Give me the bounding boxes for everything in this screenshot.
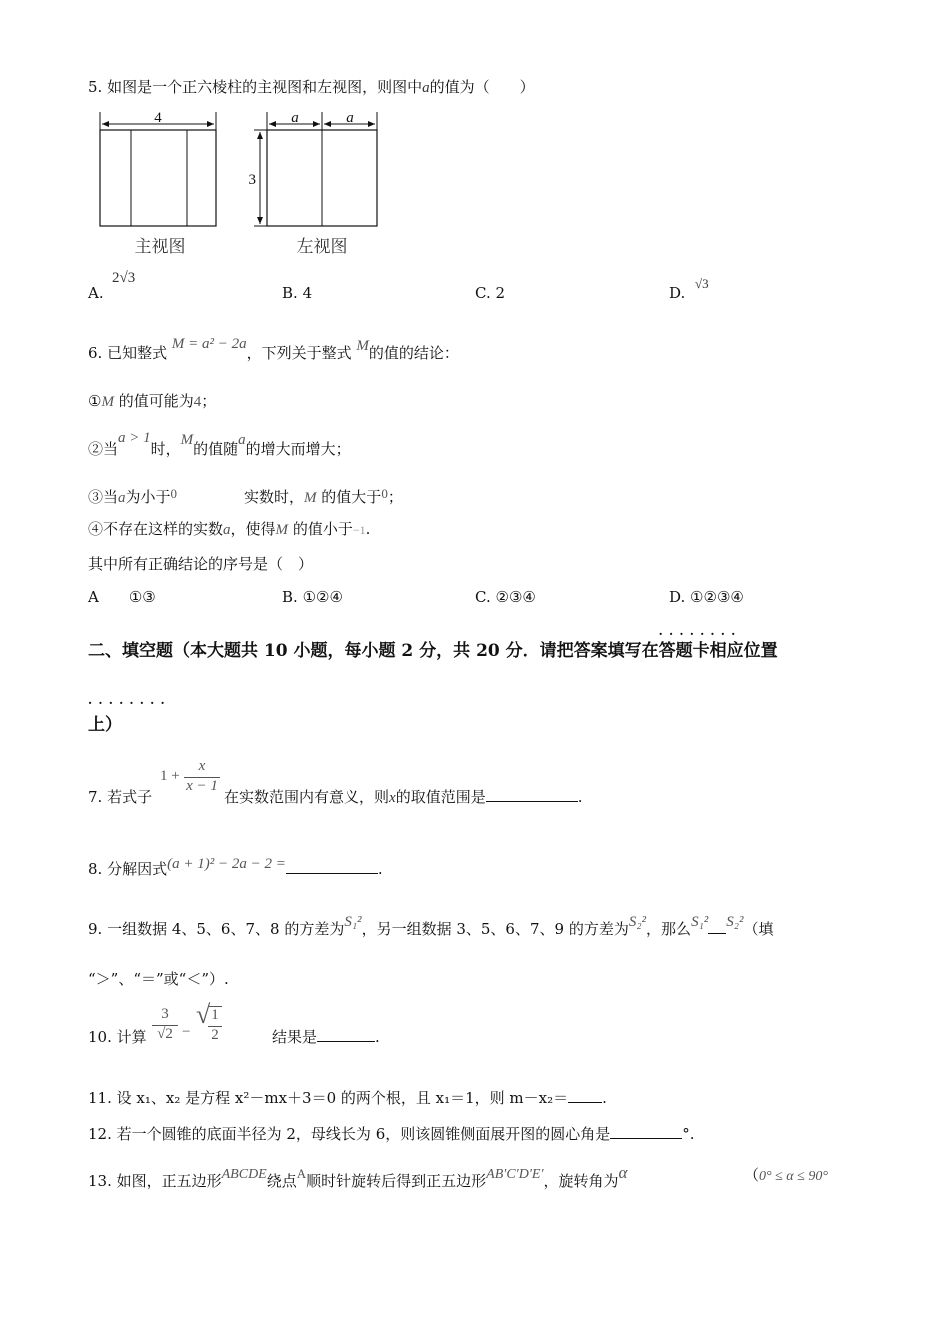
q13-text-3: 顺时针旋转后得到正五边形 xyxy=(306,1172,487,1190)
q6-stem-1: 6. 已知整式 xyxy=(88,344,168,362)
s3-text: 为小于 xyxy=(125,488,171,506)
s4-text: ④不存在这样的实数 xyxy=(88,520,224,538)
q13 xyxy=(88,1163,628,1191)
s2-text-3: 的增大而增大； xyxy=(245,440,351,458)
q13-pentagon-2: AB′C′D′E′ xyxy=(486,1167,544,1182)
s3-val: 0 xyxy=(170,486,178,501)
q6-statement-3-cont xyxy=(244,486,403,507)
q6-statement-3 xyxy=(88,486,177,507)
q6-option-a xyxy=(88,588,156,606)
q10-minus: − xyxy=(182,1024,191,1040)
s4-M: M xyxy=(275,522,289,538)
s3-M: M xyxy=(304,490,317,506)
q9-s2: S₂² xyxy=(628,914,647,930)
q13-text-4: ，旋转角为 xyxy=(543,1172,619,1190)
s3-text-3: 的值大于 xyxy=(321,488,382,506)
side-a-label-1: a xyxy=(291,110,299,126)
s4-text-2: ，使得 xyxy=(230,520,276,538)
q9-s2b: S₂² xyxy=(726,914,744,930)
q5-option-d-text: √3 xyxy=(695,276,709,291)
q7-text-1: 7. 若式子 xyxy=(88,788,153,806)
option-text: ①②③④ xyxy=(690,588,744,606)
q7-end: . xyxy=(577,788,583,806)
q10-answer-blank[interactable] xyxy=(317,1027,375,1042)
q9-text-2: ，另一组数据 3、5、6、7、9 的方差为 xyxy=(361,920,629,938)
s1-end: ； xyxy=(201,392,217,410)
q12-answer-blank[interactable] xyxy=(610,1124,682,1139)
q13-point: A xyxy=(296,1166,307,1181)
option-letter: B. xyxy=(282,284,298,302)
s2-text-2: 的值随 xyxy=(193,440,239,458)
option-text: 4 xyxy=(302,284,313,302)
q8-text: 8. 分解因式 xyxy=(88,860,168,878)
side-view xyxy=(254,112,377,226)
q5-figure xyxy=(90,106,400,276)
q13-range xyxy=(744,1164,828,1185)
q10-num2: 1 xyxy=(208,1007,222,1027)
section-2-title-line2 xyxy=(88,710,122,735)
q5-var-a: a xyxy=(422,80,430,96)
q6-M: M xyxy=(356,338,369,354)
q13-range-text: 0° ≤ α ≤ 90° xyxy=(759,1169,828,1184)
q6-stem-3: 的值的结论： xyxy=(368,344,459,362)
q6-statement-1 xyxy=(88,390,216,411)
q7-numerator: x xyxy=(184,758,220,778)
q11-end: . xyxy=(602,1089,607,1107)
q11 xyxy=(88,1087,607,1108)
q7 xyxy=(88,786,152,807)
s3-a: a xyxy=(118,490,126,506)
q6-statement-4 xyxy=(88,518,370,539)
option-text: ①③ xyxy=(128,588,156,606)
q5-stem-end: 的值为（ ） xyxy=(429,78,535,96)
s1-M: M xyxy=(101,394,114,410)
q10-text-2: 结果是 xyxy=(272,1028,318,1046)
q9-s1: S₁² xyxy=(344,914,362,930)
s1-text: 的值可能为 xyxy=(118,392,194,410)
s2-text: 时， xyxy=(150,440,181,458)
front-view xyxy=(100,112,216,226)
q7-x: x xyxy=(389,790,396,806)
q10-end: . xyxy=(375,1028,380,1046)
q13-paren: （ xyxy=(744,1166,760,1184)
q9-text-3: ，那么 xyxy=(646,920,692,938)
s3-end: ； xyxy=(387,488,403,506)
q13-text-2: 绕点 xyxy=(266,1172,297,1190)
option-letter: A. xyxy=(88,284,104,302)
q7-text-2: 在实数范围内有意义，则 xyxy=(224,788,390,806)
s2-mark: ②当 xyxy=(88,440,119,458)
s4-end: . xyxy=(365,520,371,538)
sqrt-icon: √ xyxy=(196,1000,211,1029)
q10-rest xyxy=(272,1026,380,1047)
q5-stem xyxy=(88,76,535,97)
q5-option-a xyxy=(88,284,104,302)
option-letter: C. xyxy=(475,284,491,302)
side-height-label: 3 xyxy=(248,172,256,188)
q8 xyxy=(88,858,383,879)
q10-den1: √2 xyxy=(157,1026,173,1042)
q6-ask: 其中所有正确结论的序号是（ ） xyxy=(88,555,314,573)
q9-text-1: 9. 一组数据 4、5、6、7、8 的方差为 xyxy=(88,920,345,938)
front-caption: 主视图 xyxy=(134,237,186,257)
section-2-title-end: ） xyxy=(105,715,122,735)
q6-stem-2: ，下列关于整式 xyxy=(246,344,352,362)
q10-text: 10. 计算 xyxy=(88,1028,147,1046)
option-letter: B. xyxy=(282,588,298,606)
s3-text-2: 实数时， xyxy=(244,488,305,506)
q8-expr: (a + 1)² − 2a − 2 = xyxy=(167,856,286,872)
s4-text-3: 的值小于 xyxy=(292,520,353,538)
s4-val: −1 xyxy=(352,523,366,537)
q7-denominator: x − 1 xyxy=(186,778,218,794)
option-letter: D. xyxy=(669,588,686,606)
q13-alpha: α xyxy=(618,1163,628,1182)
s4-a: a xyxy=(223,522,231,538)
q13-text-1: 13. 如图，正五边形 xyxy=(88,1172,222,1190)
q6-option-b xyxy=(282,588,343,606)
q9-s1b: S₁² xyxy=(691,914,709,930)
s3-mark: ③当 xyxy=(88,488,119,506)
q5-option-d xyxy=(669,284,685,302)
s2-a-var: a xyxy=(238,432,246,448)
s2-M: M xyxy=(180,432,194,448)
q10-den2: 2 xyxy=(211,1027,219,1043)
q10 xyxy=(88,1026,147,1047)
q6-option-d xyxy=(669,588,744,606)
section-2-title-emphasis-2: · · · 上 xyxy=(88,710,105,735)
q8-answer-blank[interactable] xyxy=(286,859,378,874)
q12-end: °. xyxy=(682,1125,695,1143)
q10-num1: 3 xyxy=(152,1006,178,1026)
q6-expr: M = a² − 2a xyxy=(171,336,247,352)
q12 xyxy=(88,1123,695,1144)
q6-option-c xyxy=(475,588,536,606)
q9 xyxy=(88,914,774,939)
side-a-label-2: a xyxy=(346,110,354,126)
option-letter: A xyxy=(88,588,99,606)
q6-statement-2 xyxy=(88,430,351,459)
q9-answer-blank[interactable] xyxy=(708,919,726,934)
front-width-label: 4 xyxy=(154,110,162,126)
q5-stem-text: 5. 如图是一个正六棱柱的主视图和左视图，则图中 xyxy=(88,78,423,96)
section-2-title-text: 二、填空题（本大题共 10 小题，每小题 2 分，共 20 分．请把答案填写在 xyxy=(88,641,659,661)
section-2-title xyxy=(88,636,778,661)
s2-cond: a > 1 xyxy=(118,430,151,446)
q6-stem xyxy=(88,336,459,363)
q12-text: 12. 若一个圆锥的底面半径为 2，母线长为 6，则该圆锥侧面展开图的圆心角是 xyxy=(88,1125,611,1143)
section-2-title-emphasis: · · · 答题卡相应位置 xyxy=(659,641,778,661)
option-letter: D. xyxy=(669,284,686,302)
s1-val: 4 xyxy=(193,394,202,410)
q9-text-4: （填 xyxy=(743,920,774,938)
s3-val2: 0 xyxy=(381,486,388,501)
option-text: ①②④ xyxy=(302,588,343,606)
option-text: 2 xyxy=(495,284,506,302)
q7-fraction xyxy=(184,758,220,795)
q5-option-a-text: 2√3 xyxy=(112,270,136,286)
q7-text-3: 的取值范围是 xyxy=(395,788,486,806)
q10-fraction-2 xyxy=(208,1006,222,1044)
q5-option-b xyxy=(282,284,312,302)
option-text: ②③④ xyxy=(495,588,536,606)
q9-line2: “＞”、“＝”或“＜”）. xyxy=(88,970,229,988)
s1-mark: ① xyxy=(88,392,102,410)
q7-rest xyxy=(224,786,582,807)
q11-text: 11. 设 x₁、x₂ 是方程 x²－mx＋3＝0 的两个根，且 x₁＝1，则 m－x₂＝ xyxy=(88,1089,569,1107)
q13-pentagon-1: ABCDE xyxy=(221,1167,267,1182)
option-letter: C. xyxy=(475,588,491,606)
q11-answer-blank[interactable] xyxy=(568,1088,602,1103)
q7-one-plus: 1 + xyxy=(160,768,180,784)
q7-answer-blank[interactable] xyxy=(486,787,578,802)
q8-end: . xyxy=(377,860,383,878)
side-caption: 左视图 xyxy=(296,237,348,257)
q5-option-c xyxy=(475,284,505,302)
q10-fraction-1 xyxy=(152,1006,178,1043)
